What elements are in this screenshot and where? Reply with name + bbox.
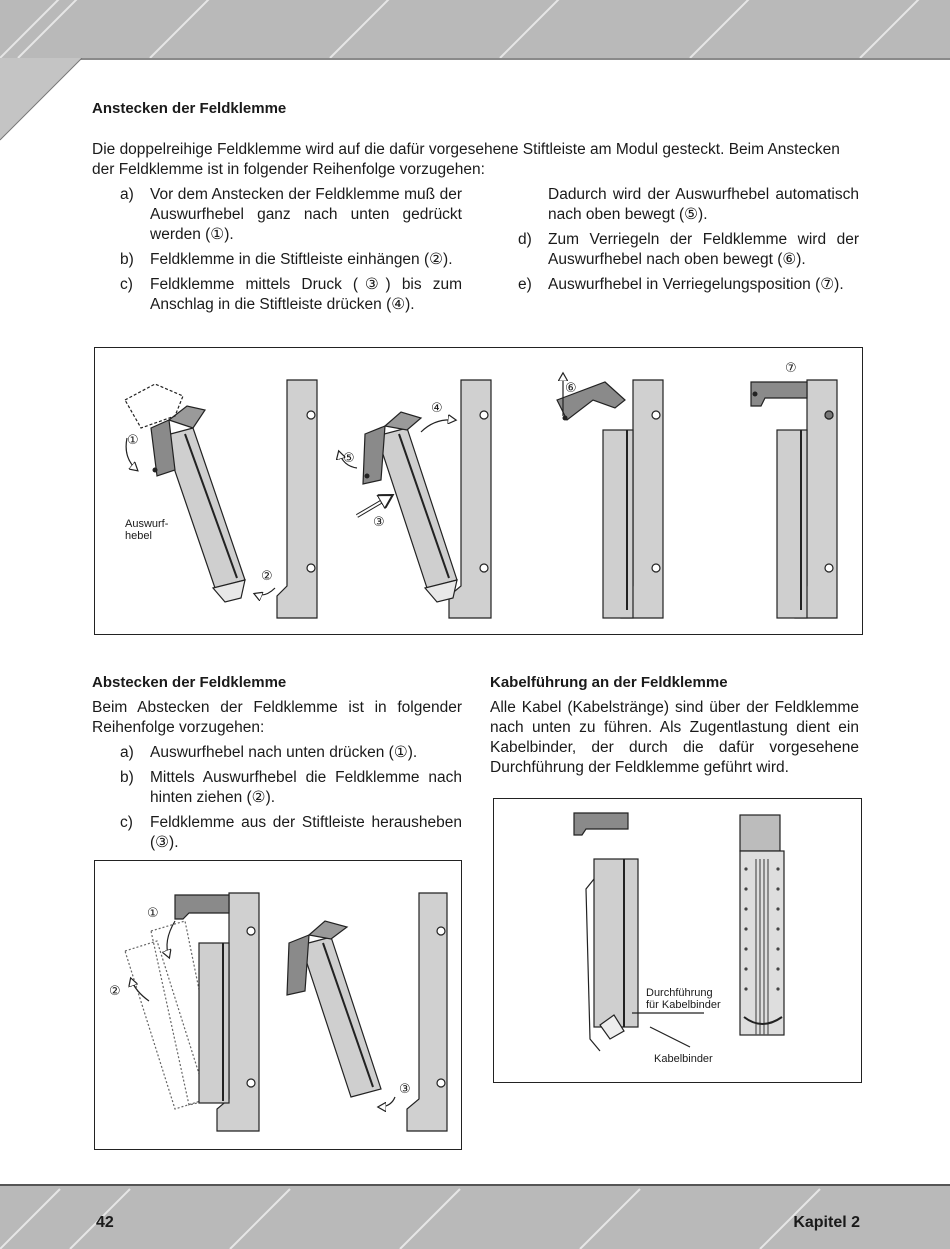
step-c-continuation: Dadurch wird der Auswurfhebel automatisch nach oben bewegt (⑤). [548, 186, 859, 223]
label-durchfuehrung: Durchführung für Kabelbinder [646, 987, 721, 1011]
label-kabelbinder: Kabelbinder [654, 1053, 713, 1065]
callout-3: ③ [399, 1081, 411, 1096]
callout-3: ③ [373, 514, 385, 529]
section2-intro: Beim Abstecken der Feldklemme ist in folgender Reihenfolge vorzugehen: [92, 699, 462, 736]
figure-mounting-sequence [94, 347, 863, 635]
figure-removal-sequence [94, 860, 462, 1150]
mount-steps-right [490, 230, 859, 300]
list-item: b) Feldklemme in die Stiftleiste einhängen (②). [120, 251, 453, 268]
header-stripes [0, 0, 950, 58]
header-band [0, 0, 950, 60]
callout-4: ④ [431, 400, 443, 415]
corner-decoration [0, 58, 90, 148]
list-item: a) Vor dem Anstecken der Feldklemme muß der Auswurfhebel ganz nach unten gedrückt werden (①). [120, 186, 462, 243]
list-item: b) Mittels Auswurfhebel die Feldklemme nach hinten ziehen (②). [120, 769, 462, 806]
page-number: 42 [96, 1214, 114, 1231]
mounting-illustration [95, 348, 862, 634]
section-heading-kabelfuehrung: Kabelführung an der Feldklemme [490, 674, 728, 691]
label-auswurfhebel: Auswurf- hebel [125, 518, 169, 542]
callout-2: ② [109, 983, 121, 998]
callout-7: ⑦ [785, 360, 797, 375]
intro-line-1: Die doppelreihige Feldklemme wird auf die dafür vorgesehene Stiftleiste am Modul gesteckt. Beim Anstecken [92, 141, 840, 158]
chapter-label: Kapitel 2 [793, 1214, 860, 1231]
list-item: d) Zum Verriegeln der Feldklemme wird der Auswurfhebel nach oben bewegt (⑥). [518, 231, 859, 268]
unmount-steps [92, 743, 462, 858]
list-item: c) Feldklemme mittels Druck (③) bis zum Anschlag in die Stiftleiste drücken (④). [120, 276, 462, 313]
list-item: a) Auswurfhebel nach unten drücken (①). [120, 744, 418, 761]
mount-steps-left [92, 185, 462, 320]
callout-5: ⑤ [343, 450, 355, 465]
footer-band [0, 1184, 950, 1249]
list-item: c) Feldklemme aus der Stiftleiste herausheben (③). [120, 814, 462, 851]
section3-body: Alle Kabel (Kabelstränge) sind über der Feldklemme nach unten zu führen. Als Zugentlastung dient ein Kabelbinder, der durch die dafür vorgesehene Durchführung der Feldklemme geführt wird. [490, 699, 859, 776]
cable-routing-illustration [494, 799, 861, 1082]
section-heading-abstecken: Abstecken der Feldklemme [92, 674, 287, 691]
intro-line-2: der Feldklemme ist in folgender Reihenfolge vorzugehen: [92, 161, 485, 178]
section-heading-anstecken: Anstecken der Feldklemme [92, 100, 287, 117]
list-item: e) Auswurfhebel in Verriegelungsposition (⑦). [518, 276, 844, 293]
figure-cable-routing [493, 798, 862, 1083]
callout-1: ① [127, 432, 139, 447]
callout-1: ① [147, 905, 159, 920]
callout-6: ⑥ [565, 380, 577, 395]
callout-2: ② [261, 568, 273, 583]
